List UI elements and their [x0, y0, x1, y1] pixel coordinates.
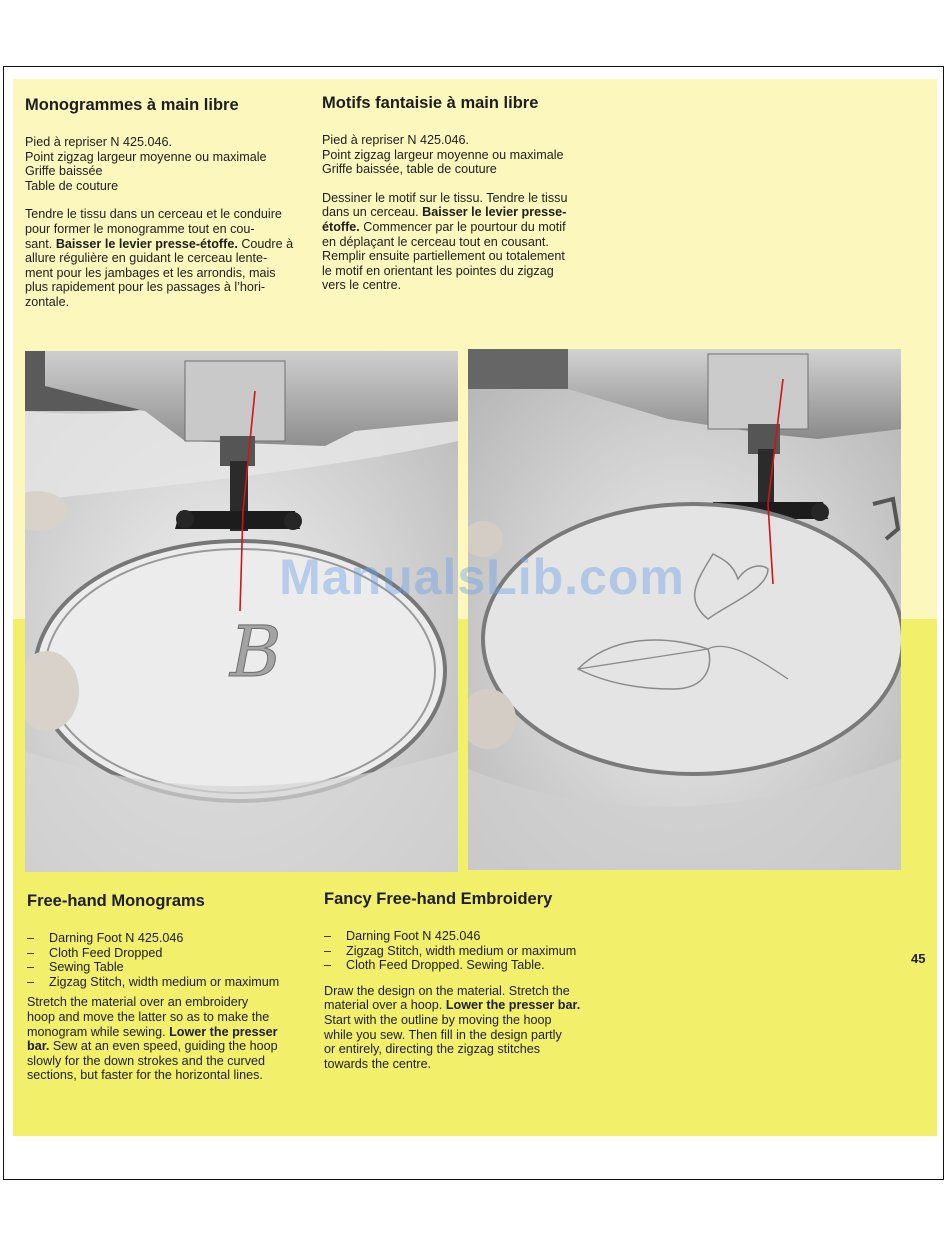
list-item: – Darning Foot N 425.046 — [27, 931, 327, 946]
fr-fancy-section — [322, 93, 622, 293]
en-monogram-title: Free-hand Monograms — [27, 892, 205, 910]
fr-monogram-body: Tendre le tissu dans un cerceau et le conduire pour former le monogramme tout en cou- sant. Baisser le levier presse-étoffe. Coudre à allure régulière en guidant le cerceau lente- ment pour les jambages et les arrondis, mais plus rapidement pour les passages à l’hori- zontale. — [25, 207, 294, 309]
en-fancy-list — [324, 929, 624, 973]
embroidery-photo — [468, 349, 901, 870]
fr-fancy-title: Motifs fantaisie à main libre — [322, 94, 539, 112]
fr-monogram-title: Monogrammes à main libre — [25, 96, 239, 114]
manual-page — [13, 79, 937, 1136]
en-monogram-body: Stretch the material over an embroidery hoop and move the latter so as to make the monogram while sewing. Lower the presser bar. Sew at an even speed, guiding the hoop slowly for the down strokes and the curved sections, but faster for the horizontal lines. — [27, 995, 278, 1083]
list-item: – Zigzag Stitch, width medium or maximum — [27, 975, 327, 990]
en-monogram-section — [27, 891, 327, 1083]
en-fancy-title: Fancy Free-hand Embroidery — [324, 890, 553, 908]
embroidered-letter: B — [230, 611, 282, 693]
list-item: – Cloth Feed Dropped. Sewing Table. — [324, 958, 624, 973]
fr-fancy-line: Point zigzag largeur moyenne ou maximale — [322, 147, 564, 162]
watermark: ManualsLib.com — [279, 549, 685, 605]
list-item: – Darning Foot N 425.046 — [324, 929, 624, 944]
list-item: – Zigzag Stitch, width medium or maximum — [324, 944, 624, 959]
en-fancy-section — [324, 889, 624, 1071]
en-monogram-list — [27, 931, 327, 989]
fr-fancy-line: Griffe baissée, table de couture — [322, 162, 497, 177]
fr-monogram-line: Point zigzag largeur moyenne ou maximale — [25, 149, 267, 164]
fr-fancy-line: Pied à repriser N 425.046. — [322, 133, 470, 147]
fr-monogram-section — [25, 95, 315, 310]
monogram-photo — [25, 351, 458, 872]
list-item: – Sewing Table — [27, 960, 327, 975]
list-item: – Cloth Feed Dropped — [27, 946, 327, 961]
fr-monogram-line: Table de couture — [25, 178, 119, 193]
fr-monogram-line: Pied à repriser N 425.046. — [25, 135, 173, 149]
en-fancy-body: Draw the design on the material. Stretch the material over a hoop. Lower the presser bar. Start with the outline by moving the hoop while you sew. Then fill in the design partly or entirely, directing the zigzag stitches towards the centre. — [324, 983, 581, 1071]
page-number: 45 — [911, 951, 926, 966]
fr-fancy-body: Dessiner le motif sur le tissu. Tendre le tissu dans un cerceau. Baisser le levier presse- étoffe. Commencer par le pourtour du motif en déplaçant le cerceau tout en cousant. Remplir ensuite partiellement ou totalement le motif en orientant les pointes du zigzag vers le centre. — [322, 190, 568, 293]
fr-monogram-line: Griffe baissée — [25, 164, 103, 179]
